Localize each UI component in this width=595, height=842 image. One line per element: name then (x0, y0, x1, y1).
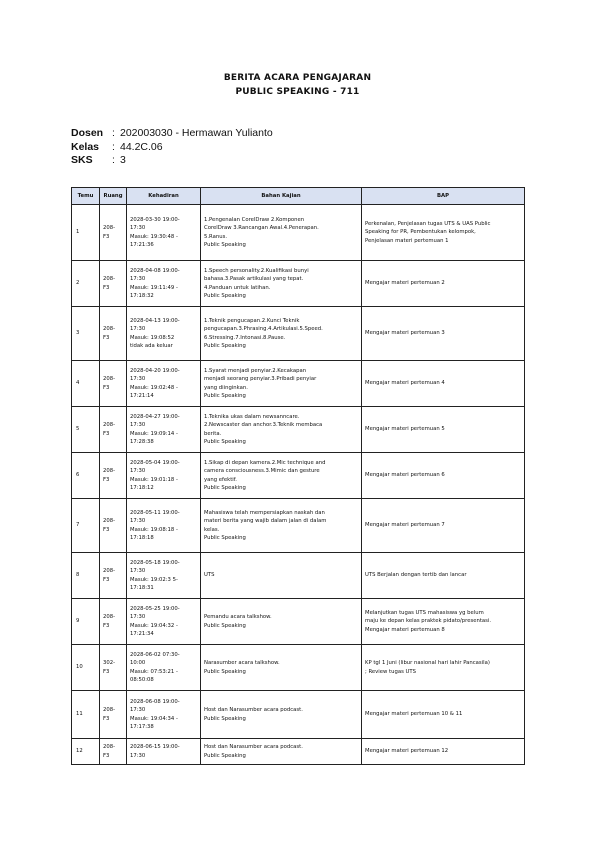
kehadiran-line: Masuk: 19:09:14 - (130, 430, 178, 437)
bahan-line: Public Speaking (204, 668, 246, 675)
cell-temu: 10 (72, 645, 100, 691)
kehadiran-line: 17:30 (130, 376, 146, 383)
bahan-line: 6.Stressing.7.Intonasi.8.Pause. (204, 334, 286, 341)
ruang-line: 208- (103, 225, 116, 232)
table-header-row (72, 188, 525, 205)
kehadiran-line: Masuk: 19:30:48 - (130, 233, 178, 240)
cell-ruang (100, 691, 127, 739)
kehadiran-line: 17:18:18 (130, 534, 154, 541)
bahan-line: 1.Speech personality.2.Kualifikasi bunyi (204, 267, 309, 274)
ruang-line: 208- (103, 744, 116, 751)
kehadiran-line: Masuk: 19:08:52 (130, 334, 175, 341)
bap-line: Mengajar materi pertemuan 6 (365, 472, 445, 479)
cell-ruang (100, 307, 127, 361)
cell-kehadiran (127, 453, 201, 499)
bahan-line: camera consciousness.3.Mimic dan gesture (204, 468, 320, 475)
bap-line: Mengajar materi pertemuan 2 (365, 280, 445, 287)
kehadiran-line: 2028-04-08 19:00- (130, 267, 180, 274)
ruang-line: 208- (103, 326, 116, 333)
bahan-line: Public Speaking (204, 752, 246, 759)
table-row (72, 453, 525, 499)
cell-ruang (100, 499, 127, 553)
bahan-line: 2.Newscaster dan anchor.3.Teknik membaca (204, 422, 323, 429)
cell-bahan-kajian (201, 261, 362, 307)
bahan-line: bahasa.3.Pasak artikulasi yang tepat. (204, 276, 304, 283)
kehadiran-line: 17:21:14 (130, 392, 154, 399)
cell-kehadiran (127, 553, 201, 599)
cell-bap (362, 553, 525, 599)
cell-temu: 8 (72, 553, 100, 599)
cell-ruang (100, 407, 127, 453)
kehadiran-line: 2028-04-27 19:00- (130, 413, 180, 420)
bahan-line: CorelDraw 3.Rancangan Awal.4.Penerapan. (204, 225, 319, 232)
cell-temu: 3 (72, 307, 100, 361)
bahan-line: menjadi seorang penyiar.3.Pribadi penyiar (204, 376, 317, 383)
bahan-line: 4.Panduan untuk latihan. (204, 284, 271, 291)
cell-bahan-kajian (201, 553, 362, 599)
cell-kehadiran (127, 407, 201, 453)
bap-line: maju ke depan kelas praktek pidato/presentasi. (365, 618, 492, 625)
cell-bap (362, 691, 525, 739)
table-row (72, 645, 525, 691)
cell-bap (362, 599, 525, 645)
dosen-label: Dosen (71, 127, 104, 139)
cell-bap (362, 739, 525, 765)
bahan-line: Public Speaking (204, 622, 246, 629)
bahan-line: Public Speaking (204, 484, 246, 491)
cell-kehadiran (127, 739, 201, 765)
cell-kehadiran (127, 361, 201, 407)
bap-line: Mengajar materi pertemuan 3 (365, 330, 445, 337)
kehadiran-line: Masuk: 19:01:18 - (130, 476, 178, 483)
kehadiran-line: 17:30 (130, 707, 146, 714)
kehadiran-line: 17:17:38 (130, 723, 154, 730)
bap-line: KP tgl 1 Juni (libur nasional hari lahir Pancasila) (365, 660, 490, 667)
cell-bap (362, 407, 525, 453)
bahan-line: Pemandu acara talkshow. (204, 614, 272, 621)
bap-line: Speaking for PR, Pembentukan kelompok, (365, 229, 476, 236)
ruang-line: F3 (103, 622, 110, 629)
cell-kehadiran (127, 499, 201, 553)
bahan-line: 1.Pengenalan CorelDraw 2.Komponen (204, 216, 305, 223)
ruang-line: 208- (103, 518, 116, 525)
ruang-line: F3 (103, 284, 110, 291)
ruang-line: F3 (103, 576, 110, 583)
kehadiran-line: 17:30 (130, 225, 146, 232)
header-bahan-kajian: Bahan Kajian (201, 188, 362, 205)
cell-kehadiran (127, 599, 201, 645)
cell-bahan-kajian (201, 361, 362, 407)
cell-ruang (100, 361, 127, 407)
cell-bahan-kajian (201, 205, 362, 261)
cell-ruang (100, 645, 127, 691)
kehadiran-line: Masuk: 07:53:21 - (130, 668, 178, 675)
cell-bahan-kajian (201, 499, 362, 553)
header-kehadiran: Kehadiran (127, 188, 201, 205)
cell-bahan-kajian (201, 599, 362, 645)
bahan-line: yang diinginkan. (204, 384, 248, 391)
title-line-2: PUBLIC SPEAKING - 711 (235, 87, 360, 97)
bahan-line: Host dan Narasumber acara podcast. (204, 707, 303, 714)
bahan-line: Host dan Narasumber acara podcast. (204, 744, 303, 751)
kelas-value: 44.2C.06 (120, 140, 163, 153)
kehadiran-line: 17:30 (130, 568, 146, 575)
kehadiran-line: 17:30 (130, 614, 146, 621)
cell-ruang (100, 261, 127, 307)
bahan-line: Public Speaking (204, 241, 246, 248)
cell-kehadiran (127, 205, 201, 261)
cell-kehadiran (127, 261, 201, 307)
kehadiran-line: 17:18:32 (130, 292, 154, 299)
bahan-line: Public Speaking (204, 392, 246, 399)
cell-temu: 12 (72, 739, 100, 765)
ruang-line: 302- (103, 660, 116, 667)
cell-bap (362, 361, 525, 407)
cell-bap (362, 645, 525, 691)
table-row (72, 691, 525, 739)
kehadiran-line: tidak ada keluar (130, 342, 173, 349)
kehadiran-line: 2028-05-18 19:00- (130, 559, 180, 566)
kehadiran-line: 17:30 (130, 518, 146, 525)
document-title (0, 71, 595, 99)
kehadiran-line: 2028-06-08 19:00- (130, 698, 180, 705)
bahan-line: 1.Teknika ukas dalam newsanncare. (204, 413, 300, 420)
course-meta (71, 127, 273, 168)
kelas-colon: : (112, 140, 115, 153)
ruang-line: 208- (103, 276, 116, 283)
kehadiran-line: 17:18:12 (130, 484, 154, 491)
cell-temu: 2 (72, 261, 100, 307)
ruang-line: F3 (103, 752, 110, 759)
cell-bap (362, 499, 525, 553)
cell-kehadiran (127, 645, 201, 691)
kehadiran-line: 17:30 (130, 422, 146, 429)
bahan-line: UTS (204, 572, 215, 579)
table-row (72, 407, 525, 453)
bahan-line: Public Speaking (204, 438, 246, 445)
dosen-colon: : (112, 127, 115, 139)
cell-ruang (100, 599, 127, 645)
bap-line: Penjelasan materi pertemuan 1 (365, 237, 449, 244)
bahan-line: Public Speaking (204, 292, 246, 299)
cell-bahan-kajian (201, 691, 362, 739)
kehadiran-line: 2028-05-04 19:00- (130, 459, 180, 466)
ruang-line: F3 (103, 233, 110, 240)
header-ruang: Ruang (100, 188, 127, 205)
bahan-line: pengucapan.3.Phrasing.4.Artikulasi.5.Speed. (204, 326, 323, 333)
kelas-label: Kelas (71, 140, 100, 153)
bap-line: Mengajar materi pertemuan 5 (365, 426, 445, 433)
title-line-1: BERITA ACARA PENGAJARAN (223, 73, 372, 83)
cell-bahan-kajian (201, 739, 362, 765)
bahan-line: 5.Ranus. (204, 233, 228, 240)
kehadiran-line: 17:30 (130, 276, 146, 283)
cell-ruang (100, 205, 127, 261)
cell-temu: 9 (72, 599, 100, 645)
bahan-line: Mahasiswa telah mempersiapkan naskah dan (204, 509, 325, 516)
cell-temu: 7 (72, 499, 100, 553)
ruang-line: 208- (103, 468, 116, 475)
kehadiran-line: Masuk: 19:02:48 - (130, 384, 178, 391)
sks-colon: : (112, 154, 115, 166)
bap-line: Mengajar materi pertemuan 10 & 11 (365, 711, 463, 718)
dosen-row (71, 127, 273, 141)
kehadiran-line: 10:00 (130, 660, 146, 667)
bahan-line: 1.Teknik pengucapan.2.Kunci Teknik (204, 317, 300, 324)
sks-value: 3 (120, 154, 126, 166)
kehadiran-line: Masuk: 19:08:18 - (130, 526, 178, 533)
ruang-line: F3 (103, 430, 110, 437)
cell-bahan-kajian (201, 407, 362, 453)
bahan-line: berita. (204, 430, 222, 437)
kehadiran-line: 08:50:08 (130, 676, 154, 683)
ruang-line: F3 (103, 334, 110, 341)
ruang-line: 208- (103, 707, 116, 714)
cell-bahan-kajian (201, 645, 362, 691)
kehadiran-line: Masuk: 19:11:49 - (130, 284, 178, 291)
bap-line: Mengajar materi pertemuan 7 (365, 522, 445, 529)
sks-row (71, 154, 273, 168)
kehadiran-line: 2028-04-20 19:00- (130, 367, 180, 374)
bahan-line: 1.Sikap di depan kamera.2.Mic technique and (204, 459, 326, 466)
cell-kehadiran (127, 307, 201, 361)
kehadiran-line: 17:30 (130, 468, 146, 475)
bahan-line: 1.Syarat menjadi penyiar.2.Kecakapan (204, 367, 307, 374)
table-row (72, 361, 525, 407)
kehadiran-line: 17:21:34 (130, 630, 154, 637)
cell-temu: 5 (72, 407, 100, 453)
bahan-line: Public Speaking (204, 534, 246, 541)
table-row (72, 599, 525, 645)
header-temu: Temu (72, 188, 100, 205)
bahan-line: Public Speaking (204, 715, 246, 722)
bap-line: ; Review tugas UTS (365, 668, 417, 675)
bahan-line: kelas. (204, 526, 220, 533)
kehadiran-line: 2028-05-11 19:00- (130, 509, 180, 516)
cell-temu: 6 (72, 453, 100, 499)
cell-temu: 11 (72, 691, 100, 739)
cell-temu: 4 (72, 361, 100, 407)
table-row (72, 307, 525, 361)
kehadiran-line: Masuk: 19:04:32 - (130, 622, 178, 629)
kehadiran-line: 2028-05-25 19:00- (130, 605, 180, 612)
cell-bahan-kajian (201, 307, 362, 361)
ruang-line: F3 (103, 668, 110, 675)
cell-bap (362, 261, 525, 307)
ruang-line: F3 (103, 476, 110, 483)
kelas-row (71, 141, 273, 155)
cell-temu: 1 (72, 205, 100, 261)
bap-line: Mengajar materi pertemuan 8 (365, 626, 445, 633)
cell-ruang (100, 739, 127, 765)
cell-ruang (100, 553, 127, 599)
bahan-line: Narasumber acara talkshow. (204, 660, 280, 667)
kehadiran-line: 17:30 (130, 752, 146, 759)
table-row (72, 205, 525, 261)
bahan-line: materi berita yang wajib dalam jalan di dalam (204, 518, 327, 525)
kehadiran-line: Masuk: 19:02:3 5- (130, 576, 178, 583)
table-row (72, 499, 525, 553)
ruang-line: F3 (103, 384, 110, 391)
kehadiran-line: 2028-06-15 19:00- (130, 744, 180, 751)
bap-line: Perkenalan, Penjelasan tugas UTS & UAS Public (365, 221, 491, 228)
ruang-line: F3 (103, 715, 110, 722)
ruang-line: 208- (103, 614, 116, 621)
kehadiran-line: 17:18:31 (130, 584, 154, 591)
ruang-line: F3 (103, 526, 110, 533)
kehadiran-line: 17:28:38 (130, 438, 154, 445)
sks-label: SKS (71, 154, 93, 166)
cell-kehadiran (127, 691, 201, 739)
cell-bahan-kajian (201, 453, 362, 499)
table-row (72, 553, 525, 599)
kehadiran-line: 17:21:36 (130, 241, 154, 248)
table-row (72, 739, 525, 765)
ruang-line: 208- (103, 376, 116, 383)
cell-bap (362, 205, 525, 261)
bahan-line: yang efektif. (204, 476, 237, 483)
kehadiran-line: 17:30 (130, 326, 146, 333)
ruang-line: 208- (103, 422, 116, 429)
dosen-value: 202003030 - Hermawan Yulianto (120, 127, 273, 139)
cell-ruang (100, 453, 127, 499)
teaching-log-table (71, 187, 525, 765)
bap-line: Melanjutkan tugas UTS mahasiswa yg belum (365, 610, 484, 617)
bap-line: Mengajar materi pertemuan 4 (365, 380, 445, 387)
header-bap: BAP (362, 188, 525, 205)
cell-bap (362, 307, 525, 361)
bap-line: Mengajar materi pertemuan 12 (365, 748, 449, 755)
bahan-line: Public Speaking (204, 342, 246, 349)
cell-bap (362, 453, 525, 499)
kehadiran-line: Masuk: 19:04:34 - (130, 715, 178, 722)
kehadiran-line: 2028-04-13 19:00- (130, 317, 180, 324)
ruang-line: 208- (103, 568, 116, 575)
kehadiran-line: 2028-03-30 19:00- (130, 216, 180, 223)
bap-line: UTS Berjalan dengan tertib dan lancar (365, 572, 467, 579)
table-row (72, 261, 525, 307)
kehadiran-line: 2028-06-02 07:30- (130, 651, 180, 658)
